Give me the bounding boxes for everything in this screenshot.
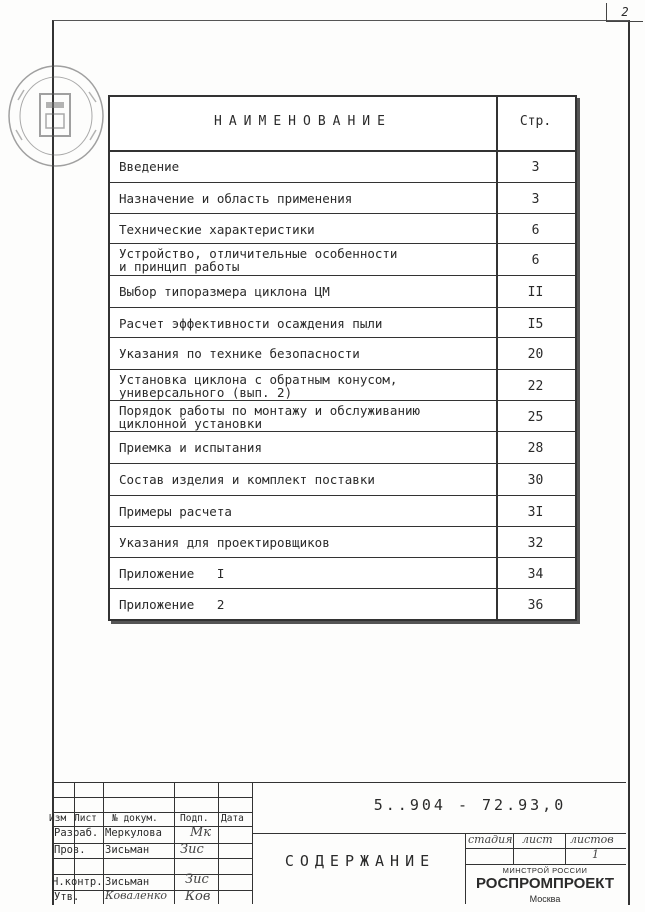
row-page: 20 [527, 347, 544, 362]
grid-line [52, 874, 252, 875]
name-approver: Коваленко [105, 889, 168, 902]
row-title: Приемка и испытания [119, 440, 262, 455]
organization-name: РОСПРОМПРОЕКТ [475, 875, 614, 892]
role-approver: Утв. [54, 891, 80, 903]
col-sign: Подп. [180, 813, 209, 824]
row-title: Указания по технике безопасности [119, 346, 360, 361]
table-row [110, 369, 575, 401]
col-doc: № докум. [112, 813, 158, 824]
table-row [110, 150, 575, 183]
role-norm-control: Н.контр. [52, 876, 103, 888]
table-row [110, 243, 575, 276]
table-row [110, 182, 575, 214]
ministry-name: МИНСТРОЙ РОССИИ [502, 866, 588, 875]
title-block-top-line [52, 782, 626, 783]
signature-checker: Зис [180, 842, 204, 857]
name-developer: Меркулова [105, 827, 162, 839]
row-title: Устройство, отличительные особенности и принцип работы [119, 246, 398, 274]
row-title: Указания для проектировщиков [119, 535, 330, 550]
table-header [110, 97, 575, 152]
institute-stamp [4, 60, 108, 172]
row-title: Примеры расчета [119, 504, 232, 519]
row-title: Состав изделия и комплект поставки [119, 472, 375, 487]
row-page: 6 [531, 253, 540, 268]
row-page: I5 [527, 317, 544, 332]
row-page: 34 [527, 567, 544, 582]
sheet-label: лист [522, 833, 553, 846]
row-page: 32 [527, 536, 544, 551]
table-row [110, 275, 575, 308]
stage-label: стадия [468, 833, 513, 846]
title-block-divider [465, 833, 466, 904]
table-row [110, 557, 575, 589]
grid-line [52, 797, 252, 798]
row-page: 3I [527, 505, 544, 520]
title-block-divider [565, 833, 566, 864]
title-block-divider [252, 782, 253, 904]
sheets-label: листов [570, 833, 614, 846]
row-page: 36 [527, 598, 544, 613]
role-checker: Пров. [54, 844, 86, 856]
table-row [110, 588, 575, 619]
role-developer: Разраб. [54, 827, 99, 839]
grid-line [52, 858, 252, 859]
table-row [110, 463, 575, 496]
header-page: Стр. [519, 114, 552, 129]
title-block-divider [513, 833, 514, 864]
row-title: Порядок работы по монтажу и обслуживанию циклонной установки [119, 403, 421, 431]
sheets-value: 1 [592, 848, 599, 861]
signature-approver: Ков [185, 889, 211, 904]
row-page: 30 [527, 473, 544, 488]
table-row [110, 400, 575, 432]
organization-city: Москва [529, 894, 561, 904]
col-list: Лист [74, 813, 97, 824]
row-page: 28 [527, 441, 544, 456]
row-page: 25 [527, 410, 544, 425]
table-row [110, 495, 575, 527]
row-title: Приложение I [119, 566, 225, 581]
row-title: Технические характеристики [119, 222, 315, 237]
row-title: Расчет эффективности осаждения пыли [119, 316, 383, 331]
row-page: 6 [531, 223, 540, 238]
name-norm-control: Зисьман [105, 876, 150, 888]
header-name: НАИМЕНОВАНИЕ [214, 114, 392, 129]
title-block-divider [465, 864, 626, 865]
row-title: Введение [119, 159, 180, 174]
col-date: Дата [221, 813, 244, 824]
signature-developer: Мк [190, 825, 212, 840]
row-page: II [527, 285, 544, 300]
row-page: 3 [531, 192, 540, 207]
document-title: СОДЕРЖАНИЕ [284, 852, 436, 870]
column-divider [496, 97, 498, 619]
table-row [110, 213, 575, 244]
signature-norm-control: Зис [185, 872, 209, 887]
table-row [110, 337, 575, 370]
col-izm: Изм [49, 813, 67, 824]
row-page: 22 [527, 379, 544, 394]
table-row [110, 526, 575, 558]
row-page: 3 [531, 160, 540, 175]
name-checker: Зисьман [105, 844, 150, 856]
contents-table [108, 95, 577, 621]
row-title: Установка циклона с обратным конусом, универсального (вып. 2) [119, 372, 398, 400]
title-block-divider [465, 848, 626, 849]
table-row [110, 431, 575, 464]
row-title: Выбор типоразмера циклона ЦМ [119, 284, 330, 299]
row-title: Приложение 2 [119, 597, 225, 612]
table-row [110, 307, 575, 338]
document-code: 5..904 - 72.93,0 [373, 796, 567, 814]
row-title: Назначение и область применения [119, 191, 353, 206]
sheet-number: 2 [606, 3, 643, 22]
